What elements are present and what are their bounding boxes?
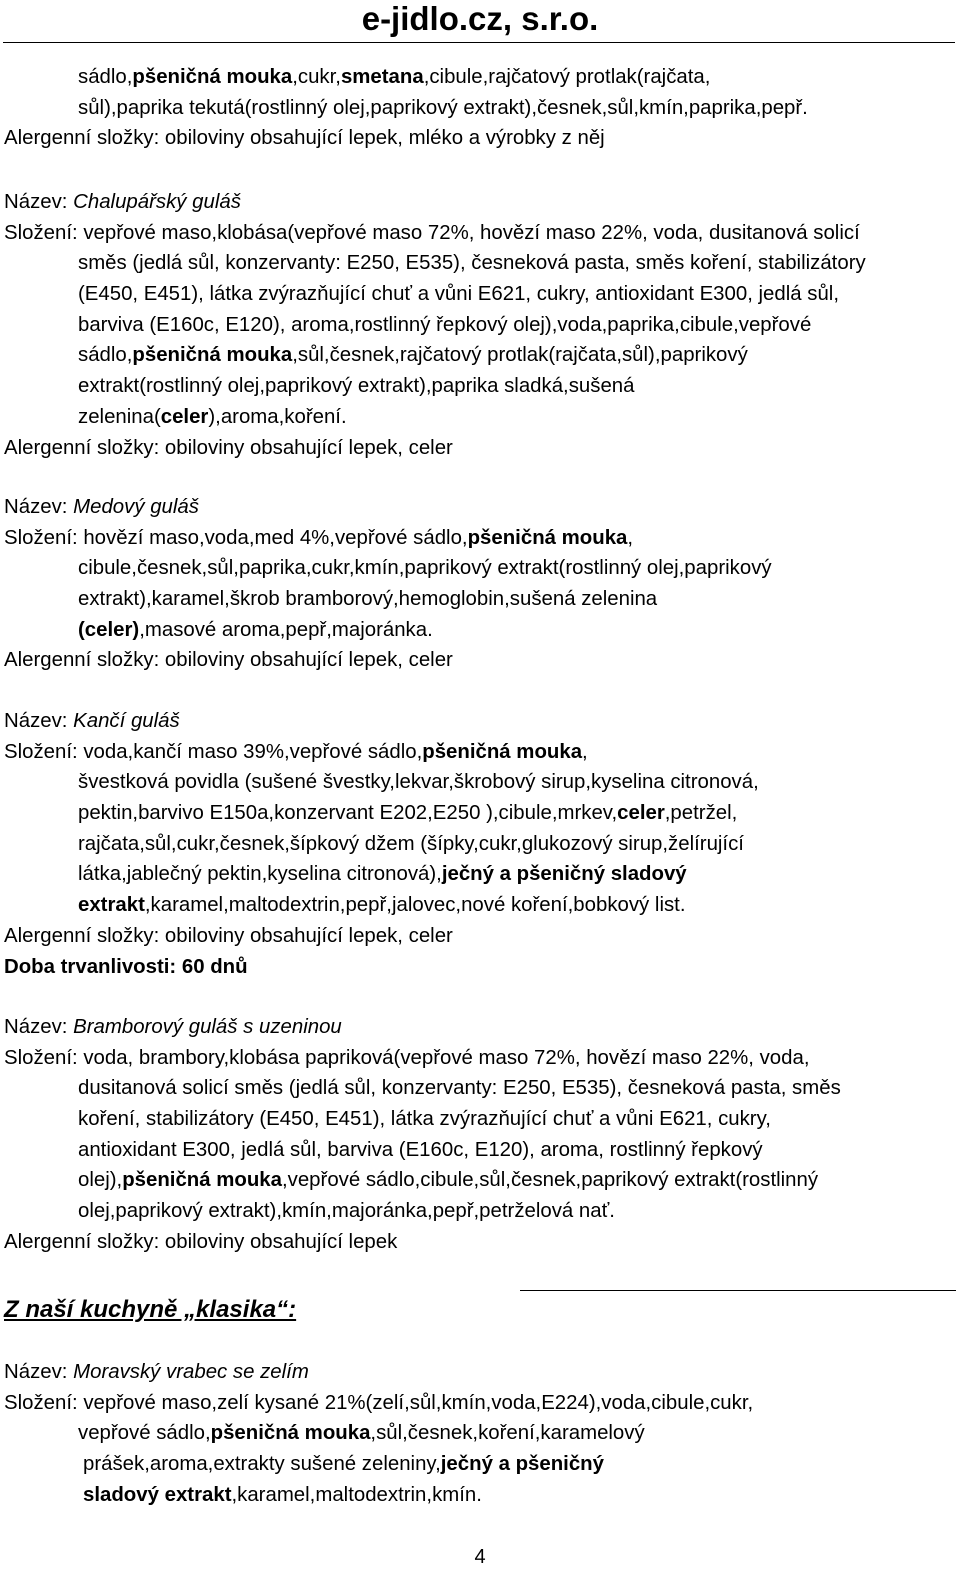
item-medovy [4,492,956,676]
ingredients-line: cibule,česnek,sůl,paprika,cukr,kmín,paprikový extrakt(rostlinný olej,paprikový [78,557,772,580]
allergens-line: Alergenní složky: obiloviny obsahující lepek, celer [4,924,453,947]
ingredients-line: prášek,aroma,extrakty sušené zeleniny,ječný a pšeničný [83,1453,604,1476]
section-rule [520,1290,956,1291]
ingredients-line: sladový extrakt,karamel,maltodextrin,kmín. [83,1483,482,1506]
page-header-title: e-jidlo.cz, s.r.o. [361,0,599,37]
item-name: Název: Bramborový guláš s uzeninou [4,1016,342,1038]
ingredients-line: zelenina(celer),aroma,koření. [78,405,347,428]
ingredients-line: látka,jablečný pektin,kyselina citronová),ječný a pšeničný sladový [78,863,687,886]
ingredients-line: Složení: vepřové maso,klobása(vepřové maso 72%, hovězí maso 22%, voda, dusitanová solicí [4,221,860,244]
page-number: 4 [474,1546,486,1568]
ingredients-line: směs (jedlá sůl, konzervanty: E250, E535), česneková pasta, směs koření, stabilizátory [78,252,866,275]
section-heading: Z naší kuchyně „klasika“: [4,1296,297,1323]
item-kanci [4,706,956,982]
allergens-line: Alergenní složky: obiloviny obsahující lepek, mléko a výrobky z něj [4,127,605,150]
ingredients-line: Složení: voda,kančí maso 39%,vepřové sádlo,pšeničná mouka, [4,740,588,763]
item-name: Název: Chalupářský guláš [4,191,241,213]
item-vrabec [4,1357,956,1510]
ingredients-line: dusitanová solicí směs (jedlá sůl, konzervanty: E250, E535), česneková pasta, směs [78,1077,841,1100]
item-bramborovy [4,1012,956,1258]
ingredients-line: antioxidant E300, jedlá sůl, barviva (E160c, E120), aroma, rostlinný řepkový [78,1138,763,1161]
ingredients-line: (E450, E451), látka zvýrazňující chuť a vůni E621, cukry, antioxidant E300, jedlá sůl, [78,283,840,306]
ingredients-line: sůl),paprika tekutá(rostlinný olej,paprikový extrakt),česnek,sůl,kmín,paprika,pepř. [78,96,808,119]
ingredients-line: sádlo,pšeničná mouka,cukr,smetana,cibule,rajčatový protlak(rajčata, [78,66,711,88]
ingredients-line: olej),pšeničná mouka,vepřové sádlo,cibule,sůl,česnek,paprikový extrakt(rostlinný [78,1169,819,1192]
ingredients-line: švestková povidla (sušené švestky,lekvar,škrobový sirup,kyselina citronová, [78,771,759,794]
ingredients-line: Složení: voda, brambory,klobása papriková(vepřové maso 72%, hovězí maso 22%, voda, [4,1046,810,1069]
shelf-life-line: Doba trvanlivosti: 60 dnů [4,955,248,978]
ingredients-line: Složení: vepřové maso,zelí kysané 21%(zelí,sůl,kmín,voda,E224),voda,cibule,cukr, [4,1391,754,1414]
ingredients-line: sádlo,pšeničná mouka,sůl,česnek,rajčatový protlak(rajčata,sůl),paprikový [78,344,748,367]
allergens-line: Alergenní složky: obiloviny obsahující lepek, celer [4,649,453,672]
ingredients-line: extrakt,karamel,maltodextrin,pepř,jalovec,nové koření,bobkový list. [78,894,686,917]
ingredients-line: barviva (E160c, E120), aroma,rostlinný řepkový olej),voda,paprika,cibule,vepřové [78,313,812,336]
ingredients-line: extrakt),karamel,škrob bramborový,hemoglobin,sušená zelenina [78,588,658,611]
header-rule [3,42,955,43]
item-name: Název: Kančí guláš [4,710,180,732]
item-name: Název: Moravský vrabec se zelím [4,1361,309,1383]
item-chalupar [4,187,956,463]
allergens-line: Alergenní složky: obiloviny obsahující lepek, celer [4,436,453,459]
allergens-line: Alergenní složky: obiloviny obsahující lepek [4,1230,398,1253]
ingredients-line: rajčata,sůl,cukr,česnek,šípkový džem (šípky,cukr,glukozový sirup,želírující [78,832,744,855]
ingredients-line: pektin,barvivo E150a,konzervant E202,E250 ),cibule,mrkev,celer,petržel, [78,802,738,825]
item-continuation [4,62,956,154]
ingredients-line: extrakt(rostlinný olej,paprikový extrakt),paprika sladká,sušená [78,375,635,398]
item-name: Název: Medový guláš [4,496,199,518]
ingredients-line: koření, stabilizátory (E450, E451), látka zvýrazňující chuť a vůni E621, cukry, [78,1108,771,1131]
ingredients-line: Složení: hovězí maso,voda,med 4%,vepřové sádlo,pšeničná mouka, [4,526,634,549]
ingredients-line: olej,paprikový extrakt),kmín,majoránka,pepř,petrželová nať. [78,1200,615,1223]
ingredients-line: vepřové sádlo,pšeničná mouka,sůl,česnek,koření,karamelový [78,1422,645,1445]
ingredients-line: (celer),masové aroma,pepř,majoránka. [78,618,433,641]
